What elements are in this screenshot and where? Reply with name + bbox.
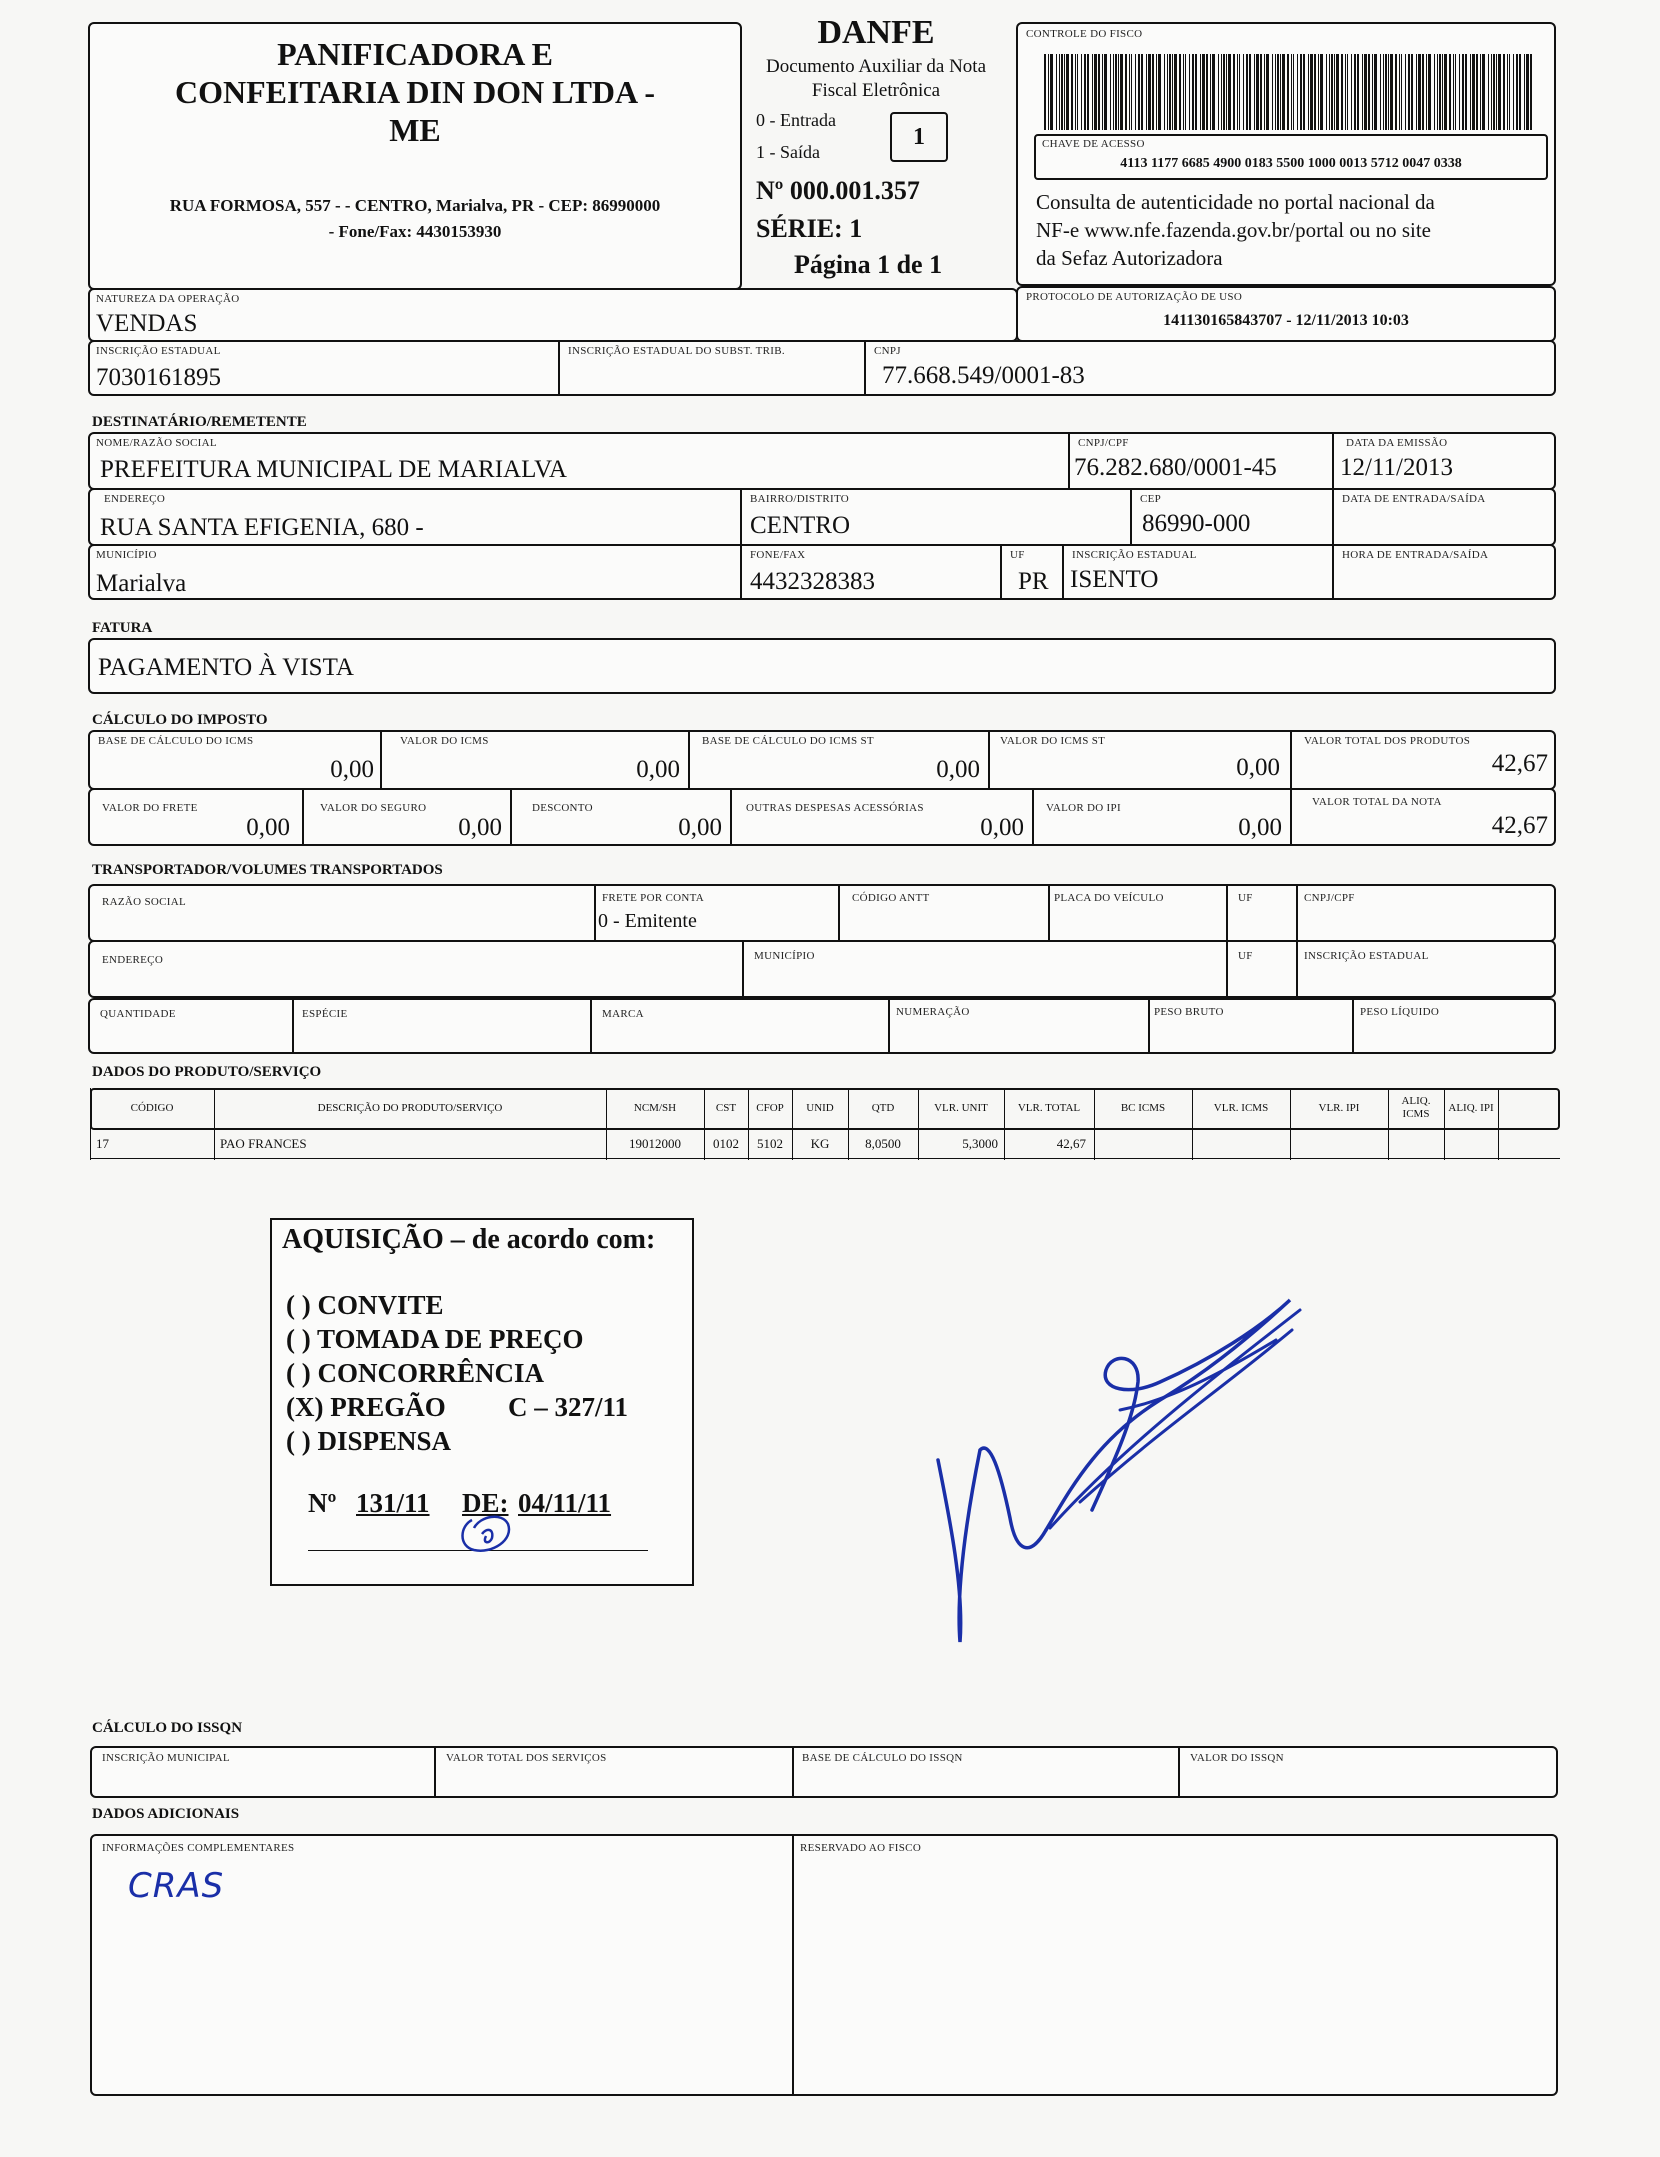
dest-municipio-value: Marialva: [96, 570, 187, 597]
cell-codigo: 17: [96, 1136, 109, 1151]
total-prod-value: 42,67: [1491, 750, 1548, 777]
aquisicao-convite: ( ) CONVITE: [286, 1290, 444, 1320]
transportador-title: TRANSPORTADOR/VOLUMES TRANSPORTADOS: [92, 862, 443, 878]
dest-cnpj-value: 76.282.680/0001-45: [1074, 454, 1277, 481]
transp-quantidade-label: QUANTIDADE: [100, 1008, 176, 1020]
col-codigo-header: CÓDIGO: [130, 1101, 174, 1114]
dest-emissao-label: DATA DA EMISSÃO: [1346, 437, 1448, 449]
controle-fisco-box: [1016, 22, 1556, 286]
aquisicao-stamp: [270, 1218, 694, 1586]
emitente-name-l2: CONFEITARIA DIN DON LTDA -: [174, 74, 656, 110]
cell-vlr-total: 42,67: [1056, 1136, 1086, 1151]
ipi-value: 0,00: [1238, 814, 1282, 841]
dest-cep-label: CEP: [1140, 493, 1162, 505]
dest-municipio-label: MUNICÍPIO: [96, 549, 157, 561]
base-icms-value: 0,00: [330, 756, 374, 783]
cell-unid: KG: [810, 1136, 830, 1151]
emitente-box: [88, 22, 742, 290]
base-st-label: BASE DE CÁLCULO DO ICMS ST: [702, 735, 874, 747]
ie-label: INSCRIÇÃO ESTADUAL: [96, 345, 221, 357]
transp-peso-bruto-label: PESO BRUTO: [1154, 1006, 1224, 1018]
chave-value: 4113 1177 6685 4900 0183 5500 1000 0013 5712 0047 0338: [1120, 156, 1462, 171]
outras-value: 0,00: [980, 814, 1024, 841]
dest-cep-value: 86990-000: [1142, 510, 1251, 537]
danfe-page: Página 1 de 1: [794, 250, 943, 279]
destinatario-title: DESTINATÁRIO/REMETENTE: [92, 414, 307, 430]
aquisicao-concorrencia: ( ) CONCORRÊNCIA: [286, 1358, 544, 1388]
col-ncm-header: NCM/SH: [633, 1101, 677, 1114]
dest-row1: [88, 432, 1556, 490]
valor-st-value: 0,00: [1236, 754, 1280, 781]
valor-icms-label: VALOR DO ICMS: [400, 735, 489, 747]
transp-frete-value: 0 - Emitente: [598, 910, 697, 932]
col-qtd-header: QTD: [871, 1101, 895, 1114]
transp-row1: [88, 884, 1556, 942]
col-unid-header: UNID: [806, 1101, 834, 1114]
col-descricao-header: DESCRIÇÃO DO PRODUTO/SERVIÇO: [317, 1101, 503, 1114]
danfe-type-box: [890, 112, 948, 162]
col-cfop-header: CFOP: [756, 1101, 784, 1114]
aquisicao-de-label: DE:: [462, 1488, 509, 1518]
total-nota-value: 42,67: [1491, 812, 1548, 839]
chave-label: CHAVE DE ACESSO: [1042, 138, 1145, 150]
dest-nome-value: PREFEITURA MUNICIPAL DE MARIALVA: [100, 456, 567, 483]
dest-endereco-value: RUA SANTA EFIGENIA, 680 -: [100, 514, 424, 541]
controle-fisco-label: CONTROLE DO FISCO: [1026, 28, 1143, 40]
col-aliq-icms-header: ALIQ. ICMS: [1401, 1095, 1431, 1120]
imposto-row2: [88, 788, 1556, 846]
dest-ie-value: ISENTO: [1070, 566, 1159, 593]
issqn-title: CÁLCULO DO ISSQN: [92, 1720, 243, 1736]
cell-qtd: 8,0500: [865, 1136, 901, 1151]
dest-fone-label: FONE/FAX: [750, 549, 806, 561]
transp-cnpj-label: CNPJ/CPF: [1304, 892, 1355, 904]
danfe-entrada: 0 - Entrada: [756, 110, 836, 130]
transp-marca-label: MARCA: [602, 1008, 644, 1020]
fatura-box: [88, 638, 1556, 694]
aquisicao-num-label: Nº: [308, 1488, 337, 1518]
aquisicao-pregao: (X) PREGÃO: [286, 1392, 446, 1422]
dest-hora-label: HORA DE ENTRADA/SAÍDA: [1342, 549, 1489, 561]
protocolo-label: PROTOCOLO DE AUTORIZAÇÃO DE USO: [1026, 291, 1243, 303]
natureza-label: NATUREZA DA OPERAÇÃO: [96, 293, 240, 305]
fatura-title: FATURA: [92, 620, 153, 636]
dest-row2: [88, 488, 1556, 546]
consulta-l2: NF-e www.nfe.fazenda.gov.br/portal ou no site: [1036, 218, 1431, 242]
cell-vlr-icms: [1192, 1130, 1290, 1158]
danfe-block: [742, 14, 1010, 290]
cell-ncm: 19012000: [629, 1136, 681, 1151]
dest-entrada-label: DATA DE ENTRADA/SAÍDA: [1342, 493, 1486, 505]
dest-endereco-label: ENDEREÇO: [104, 493, 166, 505]
ie-st-label: INSCRIÇÃO ESTADUAL DO SUBST. TRIB.: [568, 345, 785, 357]
dest-cnpj-label: CNPJ/CPF: [1078, 437, 1129, 449]
aquisicao-dispensa: ( ) DISPENSA: [286, 1426, 452, 1456]
adicionais-box: [90, 1834, 1558, 2096]
col-vlr-unit-header: VLR. UNIT: [934, 1101, 988, 1114]
dest-ie-label: INSCRIÇÃO ESTADUAL: [1072, 549, 1197, 561]
transp-frete-label: FRETE POR CONTA: [602, 892, 705, 904]
adicionais-title: DADOS ADICIONAIS: [92, 1806, 240, 1822]
aquisicao-title: AQUISIÇÃO – de acordo com:: [282, 1224, 656, 1255]
col-cst-header: CST: [715, 1101, 737, 1114]
imposto-title: CÁLCULO DO IMPOSTO: [92, 712, 268, 728]
desconto-label: DESCONTO: [532, 802, 593, 814]
total-nota-label: VALOR TOTAL DA NOTA: [1312, 796, 1442, 808]
seguro-value: 0,00: [458, 814, 502, 841]
issqn-servicos-label: VALOR TOTAL DOS SERVIÇOS: [446, 1752, 607, 1764]
transp-uf-label: UF: [1238, 892, 1253, 904]
ipi-label: VALOR DO IPI: [1046, 802, 1121, 814]
cell-descricao: PAO FRANCES: [220, 1136, 307, 1151]
signature: [920, 1290, 1310, 1660]
ie-row: [88, 340, 1556, 396]
dest-uf-value: PR: [1018, 568, 1049, 595]
dest-row3: [88, 544, 1556, 600]
protocolo-value: 141130165843707 - 12/11/2013 10:03: [1163, 312, 1409, 329]
cell-bc-icms: [1094, 1130, 1192, 1158]
aquisicao-num-value: 131/11: [356, 1488, 430, 1518]
transp-numeracao-label: NUMERAÇÃO: [896, 1006, 970, 1018]
cell-vlr-unit: 5,3000: [962, 1136, 998, 1151]
produtos-title: DADOS DO PRODUTO/SERVIÇO: [92, 1064, 322, 1080]
aquisicao-tomada: ( ) TOMADA DE PREÇO: [286, 1324, 584, 1354]
seguro-label: VALOR DO SEGURO: [320, 802, 427, 814]
aquisicao-de-value: 04/11/11: [518, 1488, 612, 1518]
chave-box: [1034, 134, 1548, 180]
valor-icms-value: 0,00: [636, 756, 680, 783]
transp-municipio-label: MUNICÍPIO: [754, 950, 815, 962]
imposto-row1: [88, 730, 1556, 790]
danfe-number: Nº 000.001.357: [756, 176, 920, 205]
transp-antt-label: CÓDIGO ANTT: [852, 892, 930, 904]
emitente-address-l1: RUA FORMOSA, 557 - - CENTRO, Marialva, PR - CEP: 86990000: [169, 196, 661, 215]
info-complementares-handwritten: CRAS: [128, 1866, 225, 1906]
col-vlr-icms-header: VLR. ICMS: [1213, 1101, 1269, 1114]
emitente-name-l3: ME: [389, 112, 441, 148]
consulta-l1: Consulta de autenticidade no portal nacional da: [1036, 190, 1435, 214]
dest-fone-value: 4432328383: [750, 568, 875, 595]
cell-cst: 0102: [713, 1136, 739, 1151]
produtos-table: [90, 1088, 1560, 1168]
danfe-type-value: 1: [913, 123, 925, 150]
frete-label: VALOR DO FRETE: [102, 802, 198, 814]
transp-especie-label: ESPÉCIE: [302, 1008, 348, 1020]
reservado-fisco-label: RESERVADO AO FISCO: [800, 1842, 922, 1854]
transp-row2: [88, 940, 1556, 998]
frete-value: 0,00: [246, 814, 290, 841]
transp-razao-label: RAZÃO SOCIAL: [102, 896, 186, 908]
cell-vlr-ipi: [1290, 1130, 1388, 1158]
ie-value: 7030161895: [96, 364, 221, 391]
col-vlr-ipi-header: VLR. IPI: [1318, 1101, 1360, 1114]
cell-aliq-icms: [1388, 1130, 1444, 1158]
base-st-value: 0,00: [936, 756, 980, 783]
aquisicao-pregao-ref: C – 327/11: [508, 1392, 629, 1422]
cell-cfop: 5102: [757, 1136, 783, 1151]
dest-emissao-value: 12/11/2013: [1340, 454, 1453, 481]
valor-st-label: VALOR DO ICMS ST: [1000, 735, 1106, 747]
base-icms-label: BASE DE CÁLCULO DO ICMS: [98, 735, 254, 747]
cnpj-label: CNPJ: [874, 345, 901, 357]
col-vlr-total-header: VLR. TOTAL: [1017, 1101, 1081, 1114]
consulta-l3: da Sefaz Autorizadora: [1036, 246, 1223, 270]
dest-nome-label: NOME/RAZÃO SOCIAL: [96, 437, 217, 449]
fatura-value: PAGAMENTO À VISTA: [98, 654, 354, 681]
transp-endereco-label: ENDEREÇO: [102, 954, 164, 966]
col-aliq-ipi-header: ALIQ. IPI: [1448, 1101, 1494, 1114]
issqn-row: [90, 1746, 1558, 1798]
danfe-saida: 1 - Saída: [756, 142, 820, 162]
danfe-subtitle-l2: Fiscal Eletrônica: [811, 80, 941, 101]
danfe-subtitle-l1: Documento Auxiliar da Nota: [765, 56, 987, 77]
table-column-divider: [1498, 1088, 1499, 1160]
danfe-title: DANFE: [817, 14, 935, 51]
initials-scribble: [452, 1510, 522, 1560]
protocolo-box: [1016, 286, 1556, 342]
issqn-im-label: INSCRIÇÃO MUNICIPAL: [102, 1752, 230, 1764]
transp-row3: [88, 998, 1556, 1054]
desconto-value: 0,00: [678, 814, 722, 841]
natureza-box: [88, 288, 1018, 342]
issqn-valor-label: VALOR DO ISSQN: [1190, 1752, 1284, 1764]
outras-label: OUTRAS DESPESAS ACESSÓRIAS: [746, 802, 924, 814]
total-prod-label: VALOR TOTAL DOS PRODUTOS: [1304, 735, 1471, 747]
emitente-name-l1: PANIFICADORA E: [277, 36, 553, 72]
transp-uf2-label: UF: [1238, 950, 1253, 962]
dest-bairro-value: CENTRO: [750, 512, 850, 539]
cnpj-value: 77.668.549/0001-83: [882, 362, 1085, 389]
col-bc-icms-header: BC ICMS: [1120, 1101, 1166, 1114]
cell-aliq-ipi: [1444, 1130, 1498, 1158]
info-complementares-label: INFORMAÇÕES COMPLEMENTARES: [102, 1842, 295, 1854]
dest-uf-label: UF: [1010, 549, 1025, 561]
barcode: [1044, 54, 1532, 130]
transp-peso-liquido-label: PESO LÍQUIDO: [1360, 1006, 1440, 1018]
emitente-address-l2: - Fone/Fax: 4430153930: [328, 222, 502, 241]
transp-placa-label: PLACA DO VEÍCULO: [1054, 892, 1164, 904]
natureza-value: VENDAS: [96, 310, 198, 337]
transp-ie-label: INSCRIÇÃO ESTADUAL: [1304, 950, 1429, 962]
issqn-base-label: BASE DE CÁLCULO DO ISSQN: [802, 1752, 963, 1764]
danfe-serie: SÉRIE: 1: [756, 214, 863, 243]
dest-bairro-label: BAIRRO/DISTRITO: [750, 493, 850, 505]
